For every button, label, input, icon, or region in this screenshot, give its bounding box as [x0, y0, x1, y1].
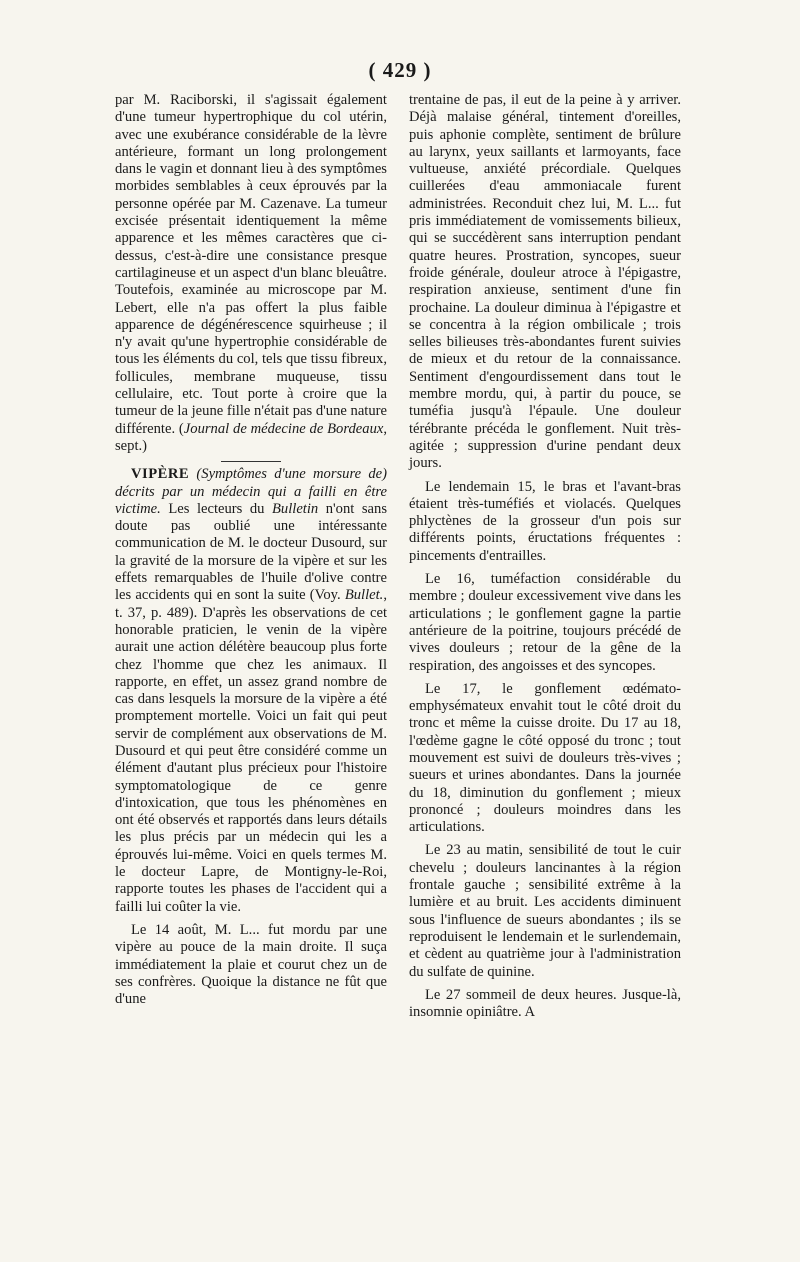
paragraph-case-start: Le 14 août, M. L... fut mordu par une vipère au pouce de la main droite. Il suça immédiatement la plaie et courut chez un de ses confrères. Quoique la distance ne fût que d'une	[115, 921, 387, 1008]
paragraph-day-17: Le 17, le gonflement œdémato-emphysémateux envahit tout le côté droit du tronc et même la cuisse droite. Du 17 au 18, l'œdème gagne le côté opposé du tronc ; tout mouvement est suivi de douleurs très-vives ; sueurs et urines abondantes. Dans la journée du 18, diminution du gonflement ; mieux prononcé ; douleurs moindres dans les articulations.	[409, 680, 681, 836]
journal-abbrev: Bullet.	[344, 587, 384, 604]
page-number: ( 429 )	[368, 58, 432, 82]
paragraph-text: Les lecteurs du	[160, 500, 272, 517]
paragraph-vipere	[115, 466, 387, 916]
left-column	[115, 92, 387, 1008]
paragraph-symptoms: trentaine de pas, il eut de la peine à y arriver. Déjà malaise général, tintement d'oreilles, puis aphonie complète, sentiment de brûlure au larynx, yeux saillants et larmoyants, face vultueuse, anxiété précordiale. Quelques cuillerées d'eau ammoniacale furent administrées. Reconduit chez lui, M. L... fut pris immédiatement de vomissements bilieux, qui se succédèrent sans interruption pendant quatre heures. Prostration, syncopes, sueur froide générale, douleur atroce à l'épigastre, respiration anxieuse, sentiment d'une fin prochaine. La douleur diminua à l'épigastre et se concentra à la région ombilicale ; trois selles bilieuses très-abondantes furent suivies de mieux et du retour de la connaissance. Sentiment d'engourdissement dans tout le membre mordu, qui, à partir du pouce, se tuméfia jusqu'à l'épaule. Une douleur térébrante précéda le gonflement. Nuit très-agitée ; suppression d'urine pendant deux jours.	[409, 92, 681, 472]
paragraph-text: par M. Raciborski, il s'agissait également d'une tumeur hypertrophique du col utérin, avec une exubérance considérable de la lèvre antérieure, formant un long prolongement dans le vagin et donnant lieu à des symptômes morbides semblables à ceux éprouvés par la personne opérée par M. Cazenave. La tumeur excisée présentait identiquement la même apparence et les mêmes caractères que ci-dessus, c'est-à-dire une consistance presque cartilagineuse et un aspect d'un blanc bleuâtre. Toutefois, examinée au microscope par M. Lebert, elle n'a pas offert la plus faible apparence de dégénérescence squirheuse ; il n'y avait qu'une hypertrophie considérable de tous les éléments du col, tels que tissu fibreux, follicules, membrane muqueuse, tissu cellulaire, etc. Tout porte à croire que la tumeur de la jeune fille n'était pas d'une nature différente. (	[115, 92, 387, 437]
journal-name: Bulletin	[272, 500, 319, 517]
paragraph-day-16: Le 16, tuméfaction considérable du membre ; douleur excessivement vive dans les articulations ; le gonflement gagne la partie antérieure de la poitrine, toujours précédé de vives douleurs ; retour de la gêne de la respiration, des angoisses et des syncopes.	[409, 571, 681, 674]
source-citation: Journal de médecine de Bordeaux	[183, 420, 384, 437]
paragraph-day-27: Le 27 sommeil de deux heures. Jusque-là, insomnie opiniâtre. A	[409, 986, 681, 1021]
right-column	[409, 92, 681, 1021]
paragraph-day-15: Le lendemain 15, le bras et l'avant-bras étaient très-tuméfiés et violacés. Quelques phlyctènes de la grosseur d'un pois sur différents points, éructations fréquentes : pincements d'entrailles.	[409, 478, 681, 564]
section-divider	[221, 461, 281, 462]
paragraph-day-23: Le 23 au matin, sensibilité de tout le cuir chevelu ; douleurs lancinantes à la région frontale gauche ; sensibilité extrême à la lumière et au bruit. Les accidents diminuent sous l'influence de sueurs abondantes ; ils se reproduisent le lendemain et le surlendemain, et cèdent au quatrième jour à l'administration du sulfate de quinine.	[409, 842, 681, 980]
citation-date: , sept.)	[115, 420, 387, 454]
entry-heading: VIPÈRE	[131, 466, 190, 483]
paragraph-tumeur	[115, 92, 387, 455]
entry-subtitle: (Symptômes d'une morsure de) décrits par un médecin qui a failli en être victime.	[115, 466, 387, 517]
paragraph-text: n'ont sans doute pas oublié une intéressante communication de M. le docteur Dusourd, sur la gravité de la morsure de la vipère et sur les effets remarquables de l'huile d'olive contre les accidents qui en sont la suite (Voy.	[115, 500, 387, 604]
paragraph-text: , t. 37, p. 489). D'après les observations de cet honorable praticien, le venin de la vipère aurait une action délétère beaucoup plus forte chez l'homme que chez les animaux. Il rapporte, en effet, un assez grand nombre de cas dans lesquels la morsure de la vipère a été promptement mortelle. Voici un fait qui peut servir de complément aux observations de M. Dusourd et qui peut être considéré comme un élément d'autant plus précieux pour l'histoire symptomatologique de ce genre d'intoxication, que tous les phénomènes en ont été observés et rapportés dans leurs détails les plus précis par un médecin qui les a éprouvés lui-même. Voici en quels termes M. le docteur Lapre, de Montigny-le-Roi, rapporte toutes les phases de l'accident qui a failli lui coûter la vie.	[115, 587, 387, 915]
